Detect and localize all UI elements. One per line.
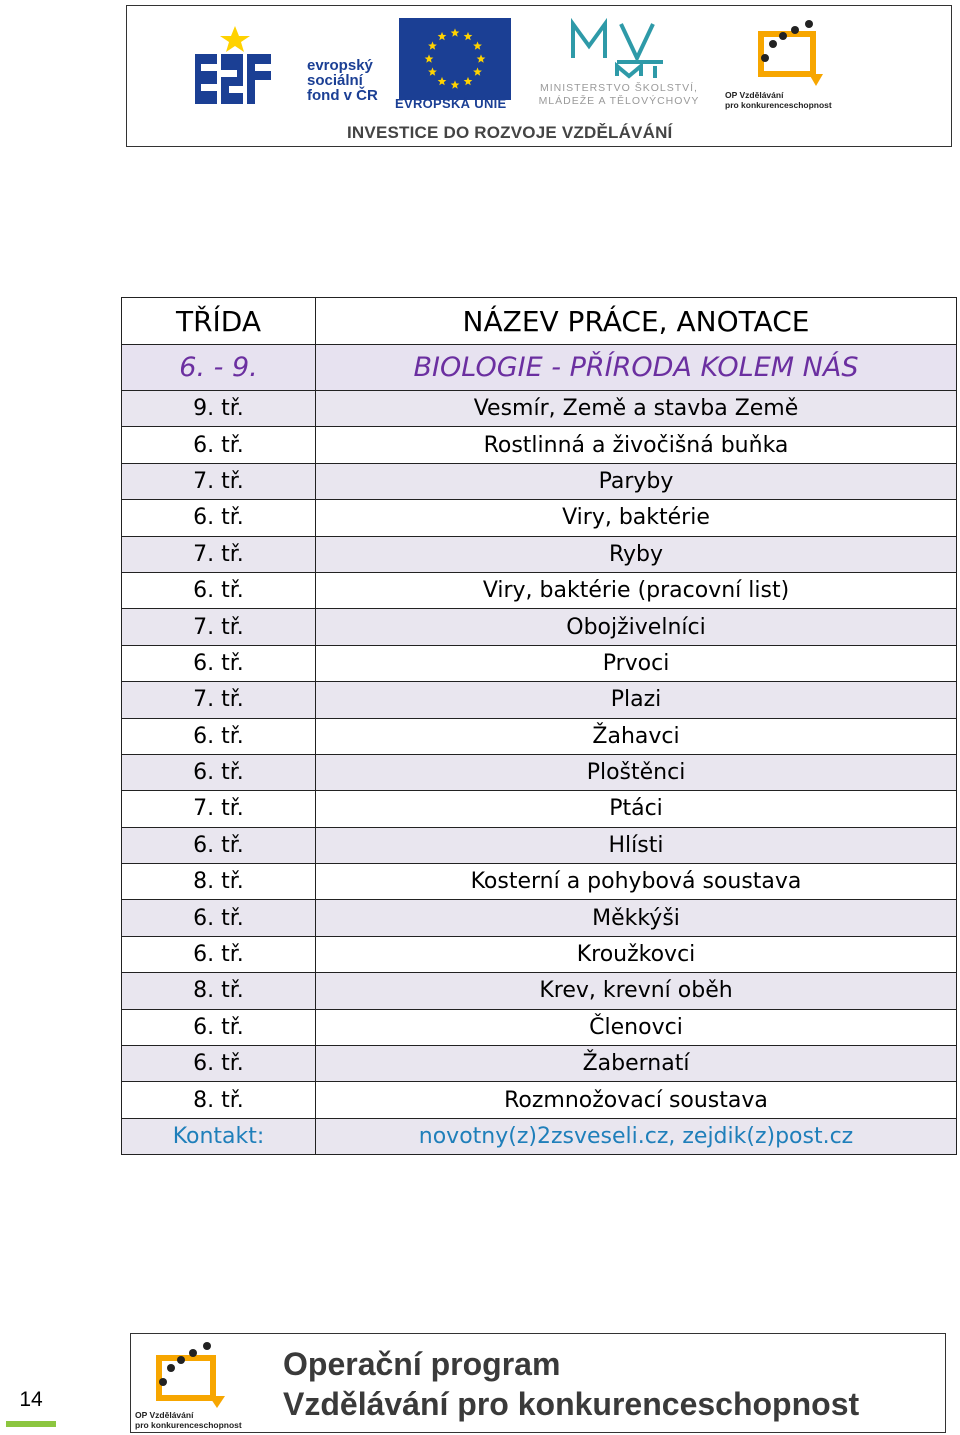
page-number-bar: [6, 1421, 56, 1427]
table-row: [122, 718, 957, 754]
row-title: Žabernatí: [316, 1046, 957, 1082]
op-line: pro konkurenceschopnost: [725, 100, 832, 110]
op-logo-icon: [147, 1338, 233, 1412]
contact-value: novotny(z)2zsveseli.cz, zejdik(z)post.cz: [316, 1118, 957, 1154]
row-class: 6. tř.: [122, 900, 316, 936]
row-class: 7. tř.: [122, 682, 316, 718]
row-title: Kosterní a pohybová soustava: [316, 864, 957, 900]
row-class: 7. tř.: [122, 536, 316, 572]
row-class: 6. tř.: [122, 645, 316, 681]
row-title: Měkkýši: [316, 900, 957, 936]
table-row: [122, 500, 957, 536]
works-table: [121, 297, 957, 1155]
table-row: [122, 1009, 957, 1045]
op-label: [135, 1410, 242, 1430]
section-title: BIOLOGIE - PŘÍRODA KOLEM NÁS: [316, 345, 957, 391]
op-label: [725, 90, 832, 110]
table-row: [122, 682, 957, 718]
row-title: Plazi: [316, 682, 957, 718]
esf-label: [307, 58, 378, 103]
row-title: Paryby: [316, 463, 957, 499]
row-title: Ploštěnci: [316, 754, 957, 790]
row-class: 6. tř.: [122, 718, 316, 754]
row-class: 6. tř.: [122, 427, 316, 463]
row-class: 9. tř.: [122, 391, 316, 427]
table-row: [122, 864, 957, 900]
footer-title-line: Operační program: [283, 1346, 561, 1382]
row-title: Ryby: [316, 536, 957, 572]
table-row: [122, 1046, 957, 1082]
row-class: 8. tř.: [122, 973, 316, 1009]
msmt-line: MLÁDEŽE A TĚLOVÝCHOVY: [538, 95, 700, 107]
row-class: 6. tř.: [122, 1046, 316, 1082]
row-title: Krev, krevní oběh: [316, 973, 957, 1009]
op-line: pro konkurenceschopnost: [135, 1420, 242, 1430]
row-title: Viry, baktérie (pracovní list): [316, 572, 957, 608]
row-title: Rozmnožovací soustava: [316, 1082, 957, 1118]
section-row: [122, 345, 957, 391]
row-title: Ptáci: [316, 791, 957, 827]
footer-title: [283, 1344, 859, 1424]
page-number: 14: [19, 1388, 43, 1411]
op-line: OP Vzdělávání: [725, 90, 784, 100]
row-class: 7. tř.: [122, 791, 316, 827]
table-row: [122, 391, 957, 427]
contact-row: [122, 1118, 957, 1154]
header-class: TŘÍDA: [122, 298, 316, 345]
table-row: [122, 973, 957, 1009]
table-row: [122, 536, 957, 572]
table-row: [122, 791, 957, 827]
row-title: Obojživelníci: [316, 609, 957, 645]
row-class: 8. tř.: [122, 1082, 316, 1118]
table-row: [122, 427, 957, 463]
row-title: Žahavci: [316, 718, 957, 754]
row-class: 6. tř.: [122, 754, 316, 790]
row-class: 6. tř.: [122, 572, 316, 608]
table-row: [122, 609, 957, 645]
row-class: 7. tř.: [122, 463, 316, 499]
table-row: [122, 900, 957, 936]
top-banner: [126, 5, 952, 147]
op-line: OP Vzdělávání: [135, 1410, 194, 1420]
table-row: [122, 645, 957, 681]
table-header-row: [122, 298, 957, 345]
esf-line: sociální: [307, 72, 363, 89]
table-row: [122, 1082, 957, 1118]
row-class: 6. tř.: [122, 500, 316, 536]
row-title: Členovci: [316, 1009, 957, 1045]
table-row: [122, 936, 957, 972]
row-class: 7. tř.: [122, 609, 316, 645]
esf-line: fond v ČR: [307, 87, 378, 104]
row-title: Vesmír, Země a stavba Země: [316, 391, 957, 427]
table-row: [122, 754, 957, 790]
row-class: 6. tř.: [122, 1009, 316, 1045]
contact-label: Kontakt:: [122, 1118, 316, 1154]
header-title: NÁZEV PRÁCE, ANOTACE: [316, 298, 957, 345]
row-class: 6. tř.: [122, 827, 316, 863]
eu-label: EVROPSKÁ UNIE: [395, 96, 507, 111]
row-class: 8. tř.: [122, 864, 316, 900]
row-title: Hlísti: [316, 827, 957, 863]
esf-logo-icon: [193, 24, 277, 110]
row-class: 6. tř.: [122, 936, 316, 972]
op-logo-icon: [751, 14, 831, 92]
row-title: Kroužkovci: [316, 936, 957, 972]
table-row: [122, 572, 957, 608]
row-title: Prvoci: [316, 645, 957, 681]
row-title: Rostlinná a živočišná buňka: [316, 427, 957, 463]
bottom-banner: [130, 1333, 946, 1433]
row-title: Viry, baktérie: [316, 500, 957, 536]
table-row: [122, 827, 957, 863]
footer-title-line: Vzdělávání pro konkurenceschopnost: [283, 1386, 860, 1422]
eu-flag-icon: [399, 18, 511, 100]
msmt-logo-icon: [567, 18, 667, 80]
section-class: 6. - 9.: [122, 345, 316, 391]
table-row: [122, 463, 957, 499]
esf-line: evropský: [307, 57, 373, 74]
msmt-label: [519, 82, 719, 108]
banner-tagline: INVESTICE DO ROZVOJE VZDĚLÁVÁNÍ: [347, 123, 673, 142]
msmt-line: MINISTERSTVO ŠKOLSTVÍ,: [540, 82, 698, 94]
